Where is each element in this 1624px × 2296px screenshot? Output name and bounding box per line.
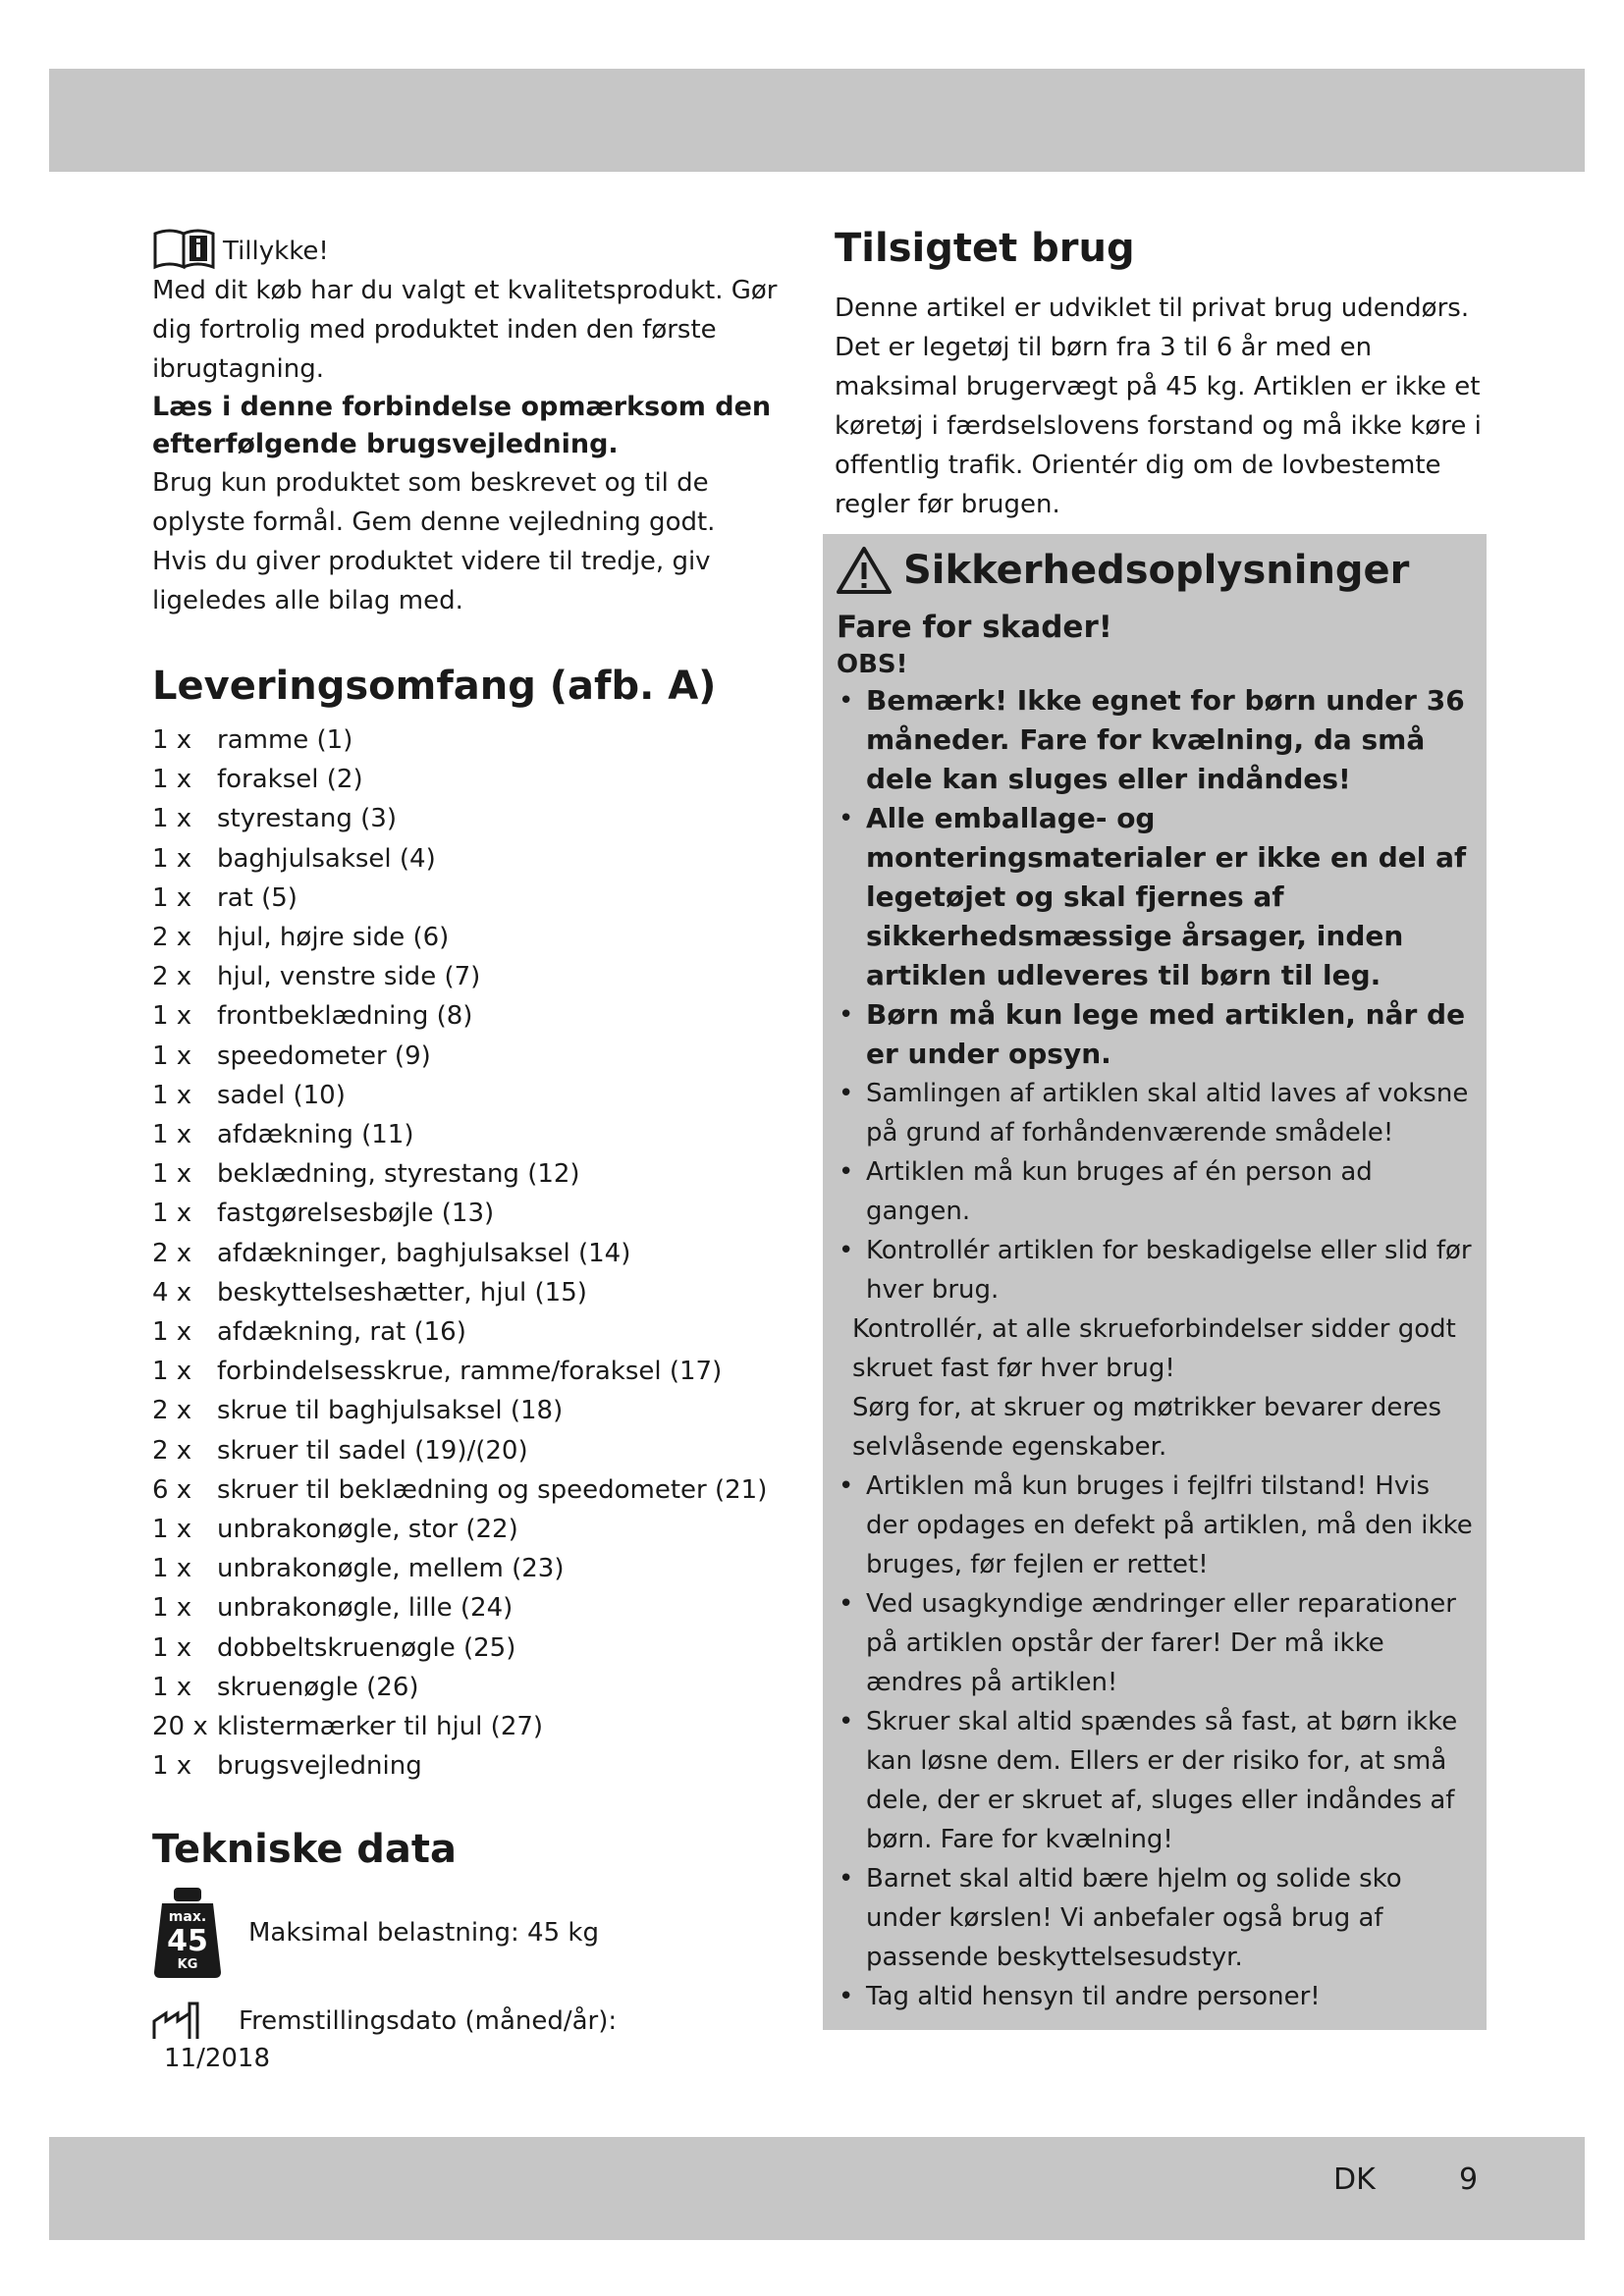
delivery-item xyxy=(152,760,800,799)
delivery-item-qty: 1 x xyxy=(152,1515,192,1545)
delivery-item-qty: 20 x xyxy=(152,1712,208,1742)
delivery-item-qty: 2 x xyxy=(152,962,192,992)
delivery-item-name: styrestang (3) xyxy=(217,804,397,834)
safety-bullet: • Skruer skal altid spændes så fast, at børn ikke kan løsne dem. Ellers er der risiko for, at små dele, der er skruet af, sluges eller indåndes af børn. Fare for kvælning! xyxy=(837,1702,1475,1859)
delivery-item xyxy=(152,721,800,760)
danger-title: Fare for skader! xyxy=(837,610,1112,645)
delivery-item-qty: 1 x xyxy=(152,1159,192,1190)
delivery-item-qty: 1 x xyxy=(152,1317,192,1348)
delivery-item-name: klistermærker til hjul (27) xyxy=(217,1712,544,1742)
delivery-item-qty: 2 x xyxy=(152,1435,192,1466)
safety-bullet-text: Skruer skal altid spændes så fast, at børn ikke kan løsne dem. Ellers er der risiko for, at små dele, der er skruet af, sluges eller indåndes af børn. Fare for kvælning! xyxy=(866,1707,1458,1854)
max-load-row xyxy=(152,1886,800,1980)
intended-use-text: Denne artikel er udviklet til privat brug udendørs. Det er legetøj til børn fra 3 til 6 år med en maksimal brugervægt på 45 kg. Artiklen er ikke et køretøj i færdselslovens forstand og må ikke køre i offentlig trafik. Orientér dig om de lovbestemte regler før brugen. xyxy=(835,294,1482,519)
delivery-item-name: beklædning, styrestang (12) xyxy=(217,1159,580,1190)
safety-title-row xyxy=(837,540,1475,601)
safety-bullet: • Børn må kun lege med artiklen, når de er under opsyn. xyxy=(837,995,1475,1074)
delivery-item xyxy=(152,1352,800,1391)
delivery-item xyxy=(152,957,800,996)
delivery-item-qty: 1 x xyxy=(152,1357,192,1387)
delivery-item-qty: 1 x xyxy=(152,1751,192,1782)
safety-bullet-text: Ved usagkyndige ændringer eller reparationer på artiklen opstår der farer! Der må ikke ændres på artiklen! xyxy=(866,1589,1456,1697)
delivery-item-name: unbrakonøgle, lille (24) xyxy=(217,1593,514,1624)
delivery-item-qty: 1 x xyxy=(152,1001,192,1032)
delivery-item-name: sadel (10) xyxy=(217,1080,346,1110)
max-load-text: Maksimal belastning: 45 kg xyxy=(248,1918,599,1949)
delivery-item-qty: 1 x xyxy=(152,1120,192,1150)
safety-bullet: • Tag altid hensyn til andre personer! xyxy=(837,1977,1475,2016)
right-column xyxy=(835,222,1483,524)
delivery-item-name: skruer til beklædning og speedometer (21) xyxy=(217,1474,768,1505)
safety-bullet-text: Barnet skal altid bære hjelm og solide sko under kørslen! Vi anbefaler også brug af passende beskyttelsesudstyr. xyxy=(866,1864,1402,1972)
delivery-item-name: ramme (1) xyxy=(217,725,353,755)
delivery-item xyxy=(152,1037,800,1076)
delivery-item-qty: 2 x xyxy=(152,923,192,953)
delivery-item-name: rat (5) xyxy=(217,882,298,913)
delivery-item xyxy=(152,1391,800,1430)
weight-icon xyxy=(152,1886,223,1980)
handover-text: Hvis du giver produktet videre til tredje, giv ligeledes alle bilag med. xyxy=(152,547,711,615)
delivery-item-name: unbrakonøgle, mellem (23) xyxy=(217,1554,565,1584)
safety-bullet-text: Artiklen må kun bruges af én person ad gangen. xyxy=(866,1157,1373,1226)
intro-heading: Tillykke! xyxy=(223,237,329,266)
safety-bullet-text: Børn må kun lege med artiklen, når de er under opsyn. xyxy=(866,998,1466,1070)
delivery-item-qty: 1 x xyxy=(152,1199,192,1229)
delivery-item xyxy=(152,879,800,918)
safety-bullet: • Samlingen af artiklen skal altid laves af voksne på grund af forhåndenværende smådele! xyxy=(837,1074,1475,1152)
delivery-item-name: unbrakonøgle, stor (22) xyxy=(217,1515,518,1545)
delivery-item-qty: 1 x xyxy=(152,765,192,795)
delivery-item xyxy=(152,1154,800,1194)
delivery-item-name: foraksel (2) xyxy=(217,765,363,795)
delivery-item xyxy=(152,1431,800,1470)
delivery-item xyxy=(152,918,800,957)
intro-bold-text: Læs i denne forbindelse opmærksom den efterfølgende brugsvejledning. xyxy=(152,392,772,459)
safety-bullet-text: Samlingen af artiklen skal altid laves af voksne på grund af forhåndenværende smådele! xyxy=(866,1079,1469,1148)
delivery-item-name: frontbeklædning (8) xyxy=(217,1001,473,1032)
safety-bullet: • Kontrollér artiklen for beskadigelse eller slid før hver brug. xyxy=(837,1231,1475,1309)
factory-icon xyxy=(152,2002,231,2041)
delivery-item-qty: 1 x xyxy=(152,843,192,874)
delivery-item-name: skruenøgle (26) xyxy=(217,1672,419,1702)
safety-bullet-text: Alle emballage- og monteringsmaterialer er ikke en del af legetøjet og skal fjernes af sikkerhedsmæssige årsager, inden artiklen udleveres til børn til leg. xyxy=(866,802,1467,991)
safety-box xyxy=(823,534,1487,2030)
delivery-item xyxy=(152,1470,800,1510)
manufacture-date-block xyxy=(152,2002,800,2078)
manufacture-date-value: 11/2018 xyxy=(164,2044,271,2074)
delivery-item xyxy=(152,1746,800,1786)
delivery-item xyxy=(152,1629,800,1668)
delivery-item xyxy=(152,1707,800,1746)
page-number: 9 xyxy=(1459,2163,1479,2197)
intended-use-title: Tilsigtet brug xyxy=(835,226,1135,271)
delivery-item-name: speedometer (9) xyxy=(217,1041,431,1071)
delivery-title: Leveringsomfang (afb. A) xyxy=(152,664,717,709)
safety-note: Kontrollér, at alle skrueforbindelser sidder godt skruet fast før hver brug! xyxy=(852,1314,1456,1383)
manufacture-date-row xyxy=(152,2002,800,2041)
safety-note: Sørg for, at skruer og møtrikker bevarer deres selvlåsende egenskaber. xyxy=(852,1393,1442,1462)
delivery-item xyxy=(152,839,800,879)
weight-icon-max: max. xyxy=(168,1909,207,1926)
safety-bullet: • Artiklen må kun bruges af én person ad gangen. xyxy=(837,1152,1475,1231)
delivery-item xyxy=(152,1668,800,1707)
delivery-item-name: hjul, højre side (6) xyxy=(217,923,450,953)
obs-label: OBS! xyxy=(837,650,908,679)
safety-bullet: • Barnet skal altid bære hjelm og solide sko under kørslen! Vi anbefaler også brug af passende beskyttelsesudstyr. xyxy=(837,1859,1475,1977)
delivery-item-name: dobbeltskruenøgle (25) xyxy=(217,1632,516,1663)
safety-bullet: • Artiklen må kun bruges i fejlfri tilstand! Hvis der opdages en defekt på artiklen, må den ikke bruges, før fejlen er rettet! xyxy=(837,1467,1475,1584)
delivery-item-name: afdækning (11) xyxy=(217,1120,414,1150)
delivery-item-qty: 1 x xyxy=(152,1041,192,1071)
weight-icon-value: 45 xyxy=(167,1924,208,1959)
safety-bullet-text: Artiklen må kun bruges i fejlfri tilstand! Hvis der opdages en defekt på artiklen, må den ikke bruges, før fejlen er rettet! xyxy=(866,1471,1473,1579)
safety-title: Sikkerhedsoplysninger xyxy=(903,548,1410,593)
delivery-item xyxy=(152,1076,800,1115)
delivery-item-name: afdækning, rat (16) xyxy=(217,1317,466,1348)
delivery-item-qty: 1 x xyxy=(152,882,192,913)
info-book-icon xyxy=(152,228,217,271)
delivery-item-qty: 4 x xyxy=(152,1277,192,1308)
delivery-item-name: forbindelsesskrue, ramme/foraksel (17) xyxy=(217,1357,723,1387)
delivery-item xyxy=(152,1312,800,1352)
warning-icon xyxy=(837,546,892,595)
safety-bullet-text: Bemærk! Ikke egnet for børn under 36 måneder. Fare for kvælning, da små dele kan sluges eller indåndes! xyxy=(866,684,1465,795)
delivery-item-qty: 1 x xyxy=(152,725,192,755)
safety-content xyxy=(837,540,1475,2016)
safety-bullet: • Bemærk! Ikke egnet for børn under 36 måneder. Fare for kvælning, da små dele kan sluges eller indåndes! xyxy=(837,681,1475,799)
delivery-item-qty: 1 x xyxy=(152,1080,192,1110)
tech-title: Tekniske data xyxy=(152,1827,458,1873)
safety-bullet: • Ved usagkyndige ændringer eller reparationer på artiklen opstår der farer! Der må ikke ændres på artiklen! xyxy=(837,1584,1475,1702)
delivery-item xyxy=(152,1273,800,1312)
delivery-item xyxy=(152,1510,800,1549)
delivery-item-name: baghjulsaksel (4) xyxy=(217,843,436,874)
delivery-list xyxy=(152,721,800,1786)
delivery-item xyxy=(152,1234,800,1273)
delivery-item-name: brugsvejledning xyxy=(217,1751,422,1782)
manufacture-date-label: Fremstillingsdato (måned/år): xyxy=(239,2006,618,2037)
delivery-item-qty: 2 x xyxy=(152,1396,192,1426)
delivery-item-qty: 1 x xyxy=(152,1593,192,1624)
delivery-item-qty: 6 x xyxy=(152,1474,192,1505)
delivery-item-name: beskyttelseshætter, hjul (15) xyxy=(217,1277,587,1308)
usage-text: Brug kun produktet som beskrevet og til de oplyste formål. Gem denne vejledning godt. xyxy=(152,468,716,537)
delivery-item-qty: 1 x xyxy=(152,1632,192,1663)
safety-bullet-text: Tag altid hensyn til andre personer! xyxy=(866,1982,1321,2011)
delivery-item-name: skruer til sadel (19)/(20) xyxy=(217,1435,528,1466)
delivery-item-qty: 1 x xyxy=(152,1554,192,1584)
delivery-item-name: afdækninger, baghjulsaksel (14) xyxy=(217,1238,631,1268)
delivery-item xyxy=(152,996,800,1036)
delivery-item-qty: 1 x xyxy=(152,1672,192,1702)
delivery-item xyxy=(152,799,800,838)
safety-bullet-text: Kontrollér artiklen for beskadigelse eller slid før hver brug. xyxy=(866,1236,1472,1305)
delivery-item-qty: 2 x xyxy=(152,1238,192,1268)
delivery-item xyxy=(152,1549,800,1588)
delivery-item xyxy=(152,1115,800,1154)
delivery-item-name: skrue til baghjulsaksel (18) xyxy=(217,1396,564,1426)
delivery-item-name: hjul, venstre side (7) xyxy=(217,962,481,992)
intro-text: Med dit køb har du valgt et kvalitetsprodukt. Gør dig fortrolig med produktet inden den første ibrugtagning. xyxy=(152,276,778,384)
intro-heading-row xyxy=(152,226,800,271)
delivery-item xyxy=(152,1194,800,1233)
left-column xyxy=(152,226,800,2078)
delivery-item-qty: 1 x xyxy=(152,804,192,834)
safety-bullet: • Alle emballage- og monteringsmaterialer er ikke en del af legetøjet og skal fjernes af sikkerhedsmæssige årsager, inden artiklen udleveres til børn til leg. xyxy=(837,799,1475,995)
footer-language: DK xyxy=(1333,2163,1376,2197)
delivery-item xyxy=(152,1588,800,1628)
header-band xyxy=(49,69,1585,172)
weight-icon-unit: KG xyxy=(177,1957,198,1973)
delivery-item-name: fastgørelsesbøjle (13) xyxy=(217,1199,495,1229)
